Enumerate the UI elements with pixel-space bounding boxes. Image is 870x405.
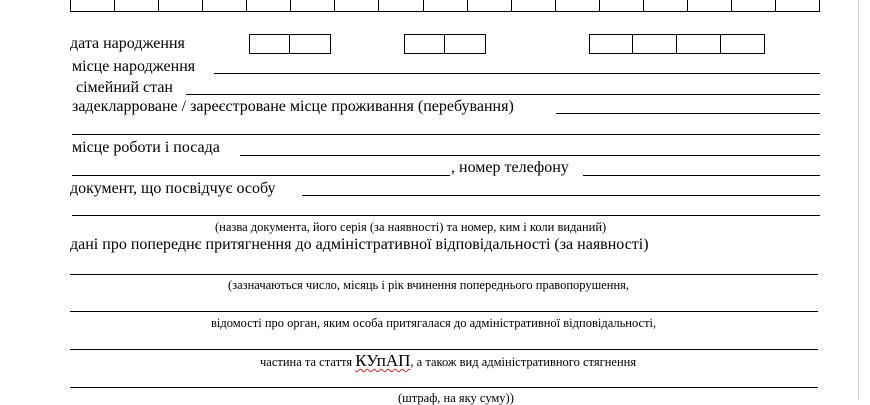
hint-authority: відомості про орган, яким особа притягалася до адміністративної відповідальності, [211,316,657,330]
day-digit-box[interactable] [290,34,331,54]
residence-label: задекларроване / зареєстроване місце проживання (перебування) [72,98,514,115]
hint-article-suffix: , а також вид адміністративного стягнення [410,355,637,369]
id-doc-hint: (назва документа, його серія (за наявності) та номер, ким і коли виданий) [215,220,607,234]
char-box[interactable] [115,0,159,12]
char-box[interactable] [556,0,600,12]
char-box[interactable] [291,0,335,12]
birth-year-boxes[interactable] [589,34,765,54]
hint-fine: (штраф, на яку суму)) [398,391,514,405]
hint-article [260,351,637,370]
work-line[interactable] [240,155,820,156]
char-box[interactable] [512,0,556,12]
char-box[interactable] [776,0,820,12]
prior-liability-line-4[interactable] [70,387,818,388]
prior-liability-label: дані про попереднє притягнення до адміністративної відповідальності (за наявності) [70,236,649,253]
char-box[interactable] [203,0,247,12]
year-digit-box[interactable] [633,34,677,54]
char-box[interactable] [159,0,203,12]
phone-line[interactable] [583,175,820,176]
month-digit-box[interactable] [404,34,445,54]
month-digit-box[interactable] [445,34,486,54]
char-box[interactable] [600,0,644,12]
family-status-line[interactable] [186,94,820,95]
char-box[interactable] [335,0,379,12]
birth-day-boxes[interactable] [249,34,331,54]
char-box[interactable] [644,0,688,12]
page-edge [858,0,859,400]
day-digit-box[interactable] [249,34,290,54]
char-box[interactable] [688,0,732,12]
char-box[interactable] [424,0,468,12]
id-doc-line-2[interactable] [72,215,820,216]
prior-liability-line-2[interactable] [70,311,818,312]
char-box[interactable] [732,0,776,12]
phone-label: , номер телефону [451,159,569,176]
id-doc-line[interactable] [302,195,820,196]
work-label: місце роботи і посада [72,139,220,156]
birth-date-label: дата народження [70,35,185,52]
char-box[interactable] [70,0,115,12]
residence-line[interactable] [556,113,820,114]
hint-article-prefix: частина та стаття [260,355,356,369]
residence-line-2[interactable] [72,134,820,135]
prior-liability-line-3[interactable] [70,349,818,350]
kupap-code: КУпАП [355,351,411,370]
year-digit-box[interactable] [721,34,765,54]
id-doc-label: документ, що посвідчує особу [70,180,276,197]
family-status-label: сімейний стан [76,79,173,96]
hint-offense-date: (зазначаються число, місяць і рік вчинення попереднього правопорушення, [228,278,630,292]
year-digit-box[interactable] [589,34,633,54]
birth-place-line[interactable] [214,73,820,74]
top-box-row [70,0,820,12]
birth-place-label: місце народження [72,58,196,75]
char-box[interactable] [247,0,291,12]
char-box[interactable] [379,0,423,12]
work-line-2[interactable] [72,175,450,176]
year-digit-box[interactable] [677,34,721,54]
prior-liability-line-1[interactable] [70,274,818,275]
birth-month-boxes[interactable] [404,34,486,54]
char-box[interactable] [468,0,512,12]
